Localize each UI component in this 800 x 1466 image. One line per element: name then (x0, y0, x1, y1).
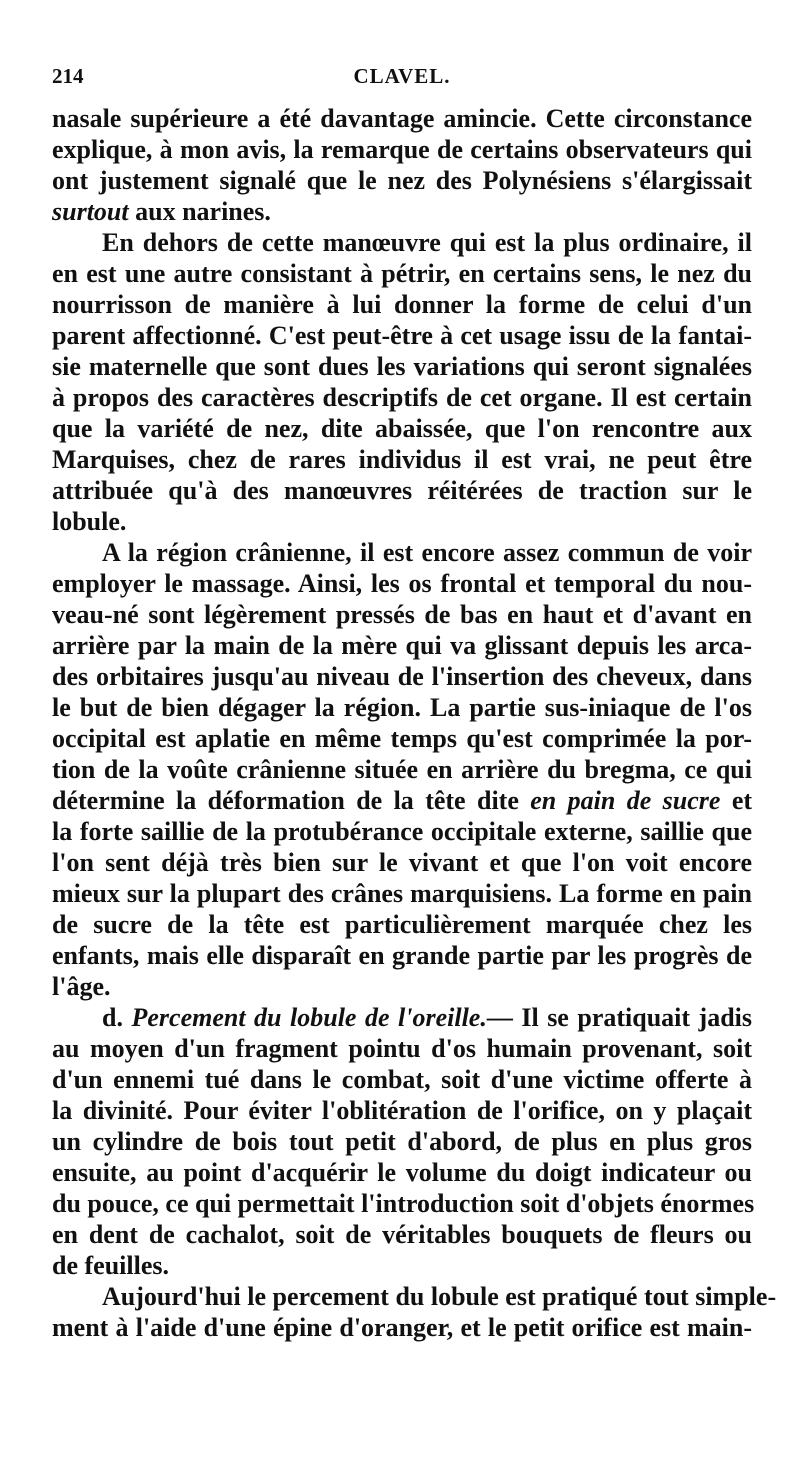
text-line: explique, à mon avis, la remarque de certains observateurs qui (52, 135, 752, 164)
text-line: en est une autre consistant à pétrir, en certains sens, le nez du (52, 259, 752, 288)
paragraph-1 (52, 103, 752, 227)
text-line: en dent de cachalot, soit de véritables bouquets de fleurs ou (52, 1220, 752, 1249)
text-line: attribuée qu'à des manœuvres réitérées de traction sur le (52, 476, 752, 505)
text-line: veau-né sont légèrement pressés de bas en haut et d'avant en (52, 600, 752, 629)
text-line: arrière par la main de la mère qui va glissant depuis les arca- (52, 631, 752, 660)
section-heading-line (52, 1002, 752, 1033)
text-line: d'un ennemi tué dans le combat, soit d'une victime offerte à (52, 1065, 752, 1094)
text-line: l'âge. (52, 972, 111, 1001)
section-title: Percement du lobule de l'oreille. (131, 1003, 487, 1032)
running-title: CLAVEL. (353, 64, 451, 88)
page-header (52, 64, 752, 94)
text-line: ment à l'aide d'une épine d'oranger, et le petit orifice est main- (52, 1313, 752, 1342)
text-segment: et (731, 786, 753, 815)
text-line (52, 785, 752, 816)
paragraph-3 (52, 537, 752, 1002)
text-line: tion de la voûte crânienne située en arrière du bregma, ce qui (52, 755, 752, 784)
text-line: parent affectionné. C'est peut-être à cet usage issu de la fantai- (52, 321, 752, 350)
text-line: nourrisson de manière à lui donner la forme de celui d'un (52, 290, 752, 319)
text-line: de sucre de la tête est particulièrement marquée chez les (52, 910, 752, 939)
text-line: la divinité. Pour éviter l'oblitération de l'orifice, on y plaçait (52, 1096, 752, 1125)
text-line: occipital est aplatie en même temps qu'est comprimée la por- (52, 724, 752, 753)
text-line: du pouce, ce qui permettait l'introduction soit d'objets énormes (52, 1189, 755, 1218)
text-line: Aujourd'hui le percement du lobule est pratiqué tout simple- (102, 1282, 777, 1311)
text-line: employer le massage. Ainsi, les os frontal et temporal du nou- (52, 569, 752, 598)
paragraph-5 (52, 1281, 777, 1343)
text-line: à propos des caractères descriptifs de cet organe. Il est certain (52, 383, 752, 412)
text-segment: — Il se pratiquait jadis (486, 1003, 753, 1032)
section-letter: d. (102, 1003, 123, 1032)
text-line: des orbitaires jusqu'au niveau de l'insertion des cheveux, dans (52, 662, 752, 691)
text-line: ensuite, au point d'acquérir le volume du doigt indicateur ou (52, 1158, 752, 1187)
text-line: sie maternelle que sont dues les variations qui seront signalées (52, 352, 752, 381)
emphasis: en pain de sucre (530, 786, 721, 815)
text-line: En dehors de cette manœuvre qui est la plus ordinaire, il (102, 228, 752, 257)
text-line: ont justement signalé que le nez des Polynésiens s'élargissait (52, 166, 752, 195)
text-line: la forte saillie de la protubérance occipitale externe, saillie que (52, 817, 752, 846)
emphasis: surtout (52, 197, 129, 226)
text-line: nasale supérieure a été davantage amincie. Cette circonstance (52, 104, 752, 133)
text-line: lobule. (52, 507, 127, 536)
text-line: un cylindre de bois tout petit d'abord, de plus en plus gros (52, 1127, 752, 1156)
page-number: 214 (52, 64, 84, 88)
text-line: l'on sent déjà très bien sur le vivant et que l'on voit encore (52, 848, 752, 877)
body-text (52, 103, 777, 1343)
text-line: enfants, mais elle disparaît en grande partie par les progrès de (52, 941, 752, 970)
text-line: surtout aux narines. (52, 197, 271, 226)
text-line: de feuilles. (52, 1251, 169, 1280)
text-line: Marquises, chez de rares individus il est vrai, ne peut être (52, 445, 752, 474)
text-segment: détermine la déformation de la tête dite (52, 786, 519, 815)
text-line: le but de bien dégager la région. La partie sus-iniaque de l'os (52, 693, 752, 722)
text-line: mieux sur la plupart des crânes marquisiens. La forme en pain (52, 879, 752, 908)
text-line: que la variété de nez, dite abaissée, que l'on rencontre aux (52, 414, 752, 443)
paragraph-2 (52, 227, 752, 537)
text-line: A la région crânienne, il est encore assez commun de voir (102, 538, 752, 567)
paragraph-4 (52, 1002, 755, 1281)
text-line: au moyen d'un fragment pointu d'os humain provenant, soit (52, 1034, 752, 1063)
